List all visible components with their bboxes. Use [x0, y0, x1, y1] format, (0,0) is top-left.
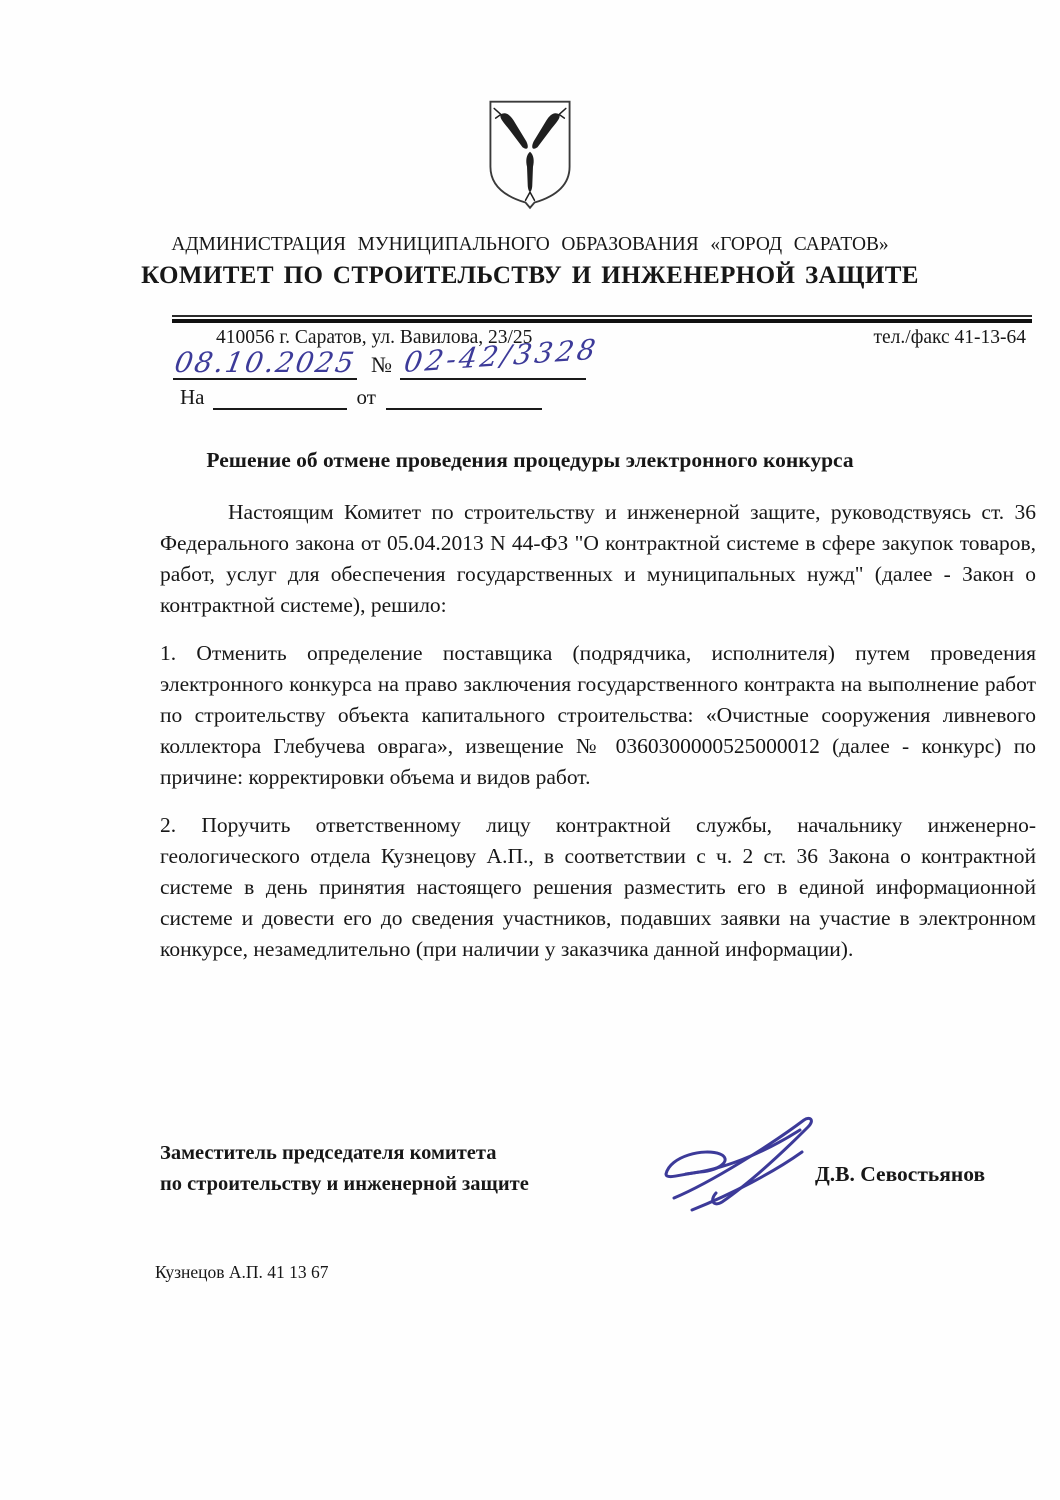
signer-position [160, 1138, 529, 1200]
signature-ink [652, 1110, 832, 1220]
paragraph-preamble: Настоящим Комитет по строительству и инженерной защите, руководствуясь ст. 36 Федерального закона от 05.04.2013 N 44-ФЗ "О контрактной системе в сфере закупок товаров, работ, услуг для обеспечения государственных и муниципальных нужд" (далее - Закон о контрактной системе), решило: [160, 500, 1036, 617]
org-phone: тел./факс 41-13-64 [873, 327, 1026, 348]
paragraph-item-1: 1. Отменить определение поставщика (подрядчика, исполнителя) путем проведения электронного конкурса на право заключения государственного контракта на выполнение работ по строительству объекта капитального строительства: «Очистные сооружения ливневого коллектора Глебучева оврага», извещение № 0360300000525000012 (далее - конкурс) по причине: корректировки объема и видов работ. [160, 641, 1036, 789]
signer-name: Д.В. Севостьянов [815, 1162, 986, 1186]
na-label: На [180, 385, 205, 409]
handwritten-number: 02-42/3328 [402, 332, 601, 379]
header-divider [172, 315, 1032, 323]
handwritten-date: 08.10.2025 [172, 346, 359, 379]
paragraph-item-2: 2. Поручить ответственному лицу контрактной службы, начальнику инженерно-геологического отдела Кузнецову А.П., в соответствии с ч. 2 ст. 36 Закона о контрактной системе в день принятия настоящего решения разместить его в единой информационной системе и довести его до сведения участников, подавших заявки на участие в электронном конкурсе, незамедлительно (при наличии у заказчика данной информации). [160, 813, 1036, 961]
signer-position-line2: по строительству и инженерной защите [160, 1173, 529, 1195]
document-body [160, 497, 1036, 982]
emblem-container [0, 98, 1060, 210]
divider-thin-line [172, 315, 1032, 317]
number-blank-line [400, 332, 601, 380]
org-name-line2: КОМИТЕТ ПО СТРОИТЕЛЬСТВУ И ИНЖЕНЕРНОЙ ЗАЩИТЕ [141, 262, 919, 289]
saratov-coat-of-arms-icon [484, 98, 576, 210]
executor-note: Кузнецов А.П. 41 13 67 [155, 1262, 329, 1282]
ot-blank-line [386, 384, 542, 410]
ot-label: от [356, 385, 376, 409]
org-address: 410056 г. Саратов, ул. Вавилова, 23/25 [216, 327, 533, 348]
reply-reference-row [180, 384, 542, 410]
divider-thick-line [172, 319, 1032, 323]
signer-position-line1: Заместитель председателя комитета [160, 1142, 497, 1164]
na-blank-line [213, 384, 347, 410]
number-sign-label: № [371, 352, 392, 377]
document-title: Решение об отмене проведения процедуры электронного конкурса [206, 448, 854, 472]
date-blank-line [173, 344, 357, 380]
org-name-line1: АДМИНИСТРАЦИЯ МУНИЦИПАЛЬНОГО ОБРАЗОВАНИЯ «ГОРОД САРАТОВ» [171, 233, 889, 255]
